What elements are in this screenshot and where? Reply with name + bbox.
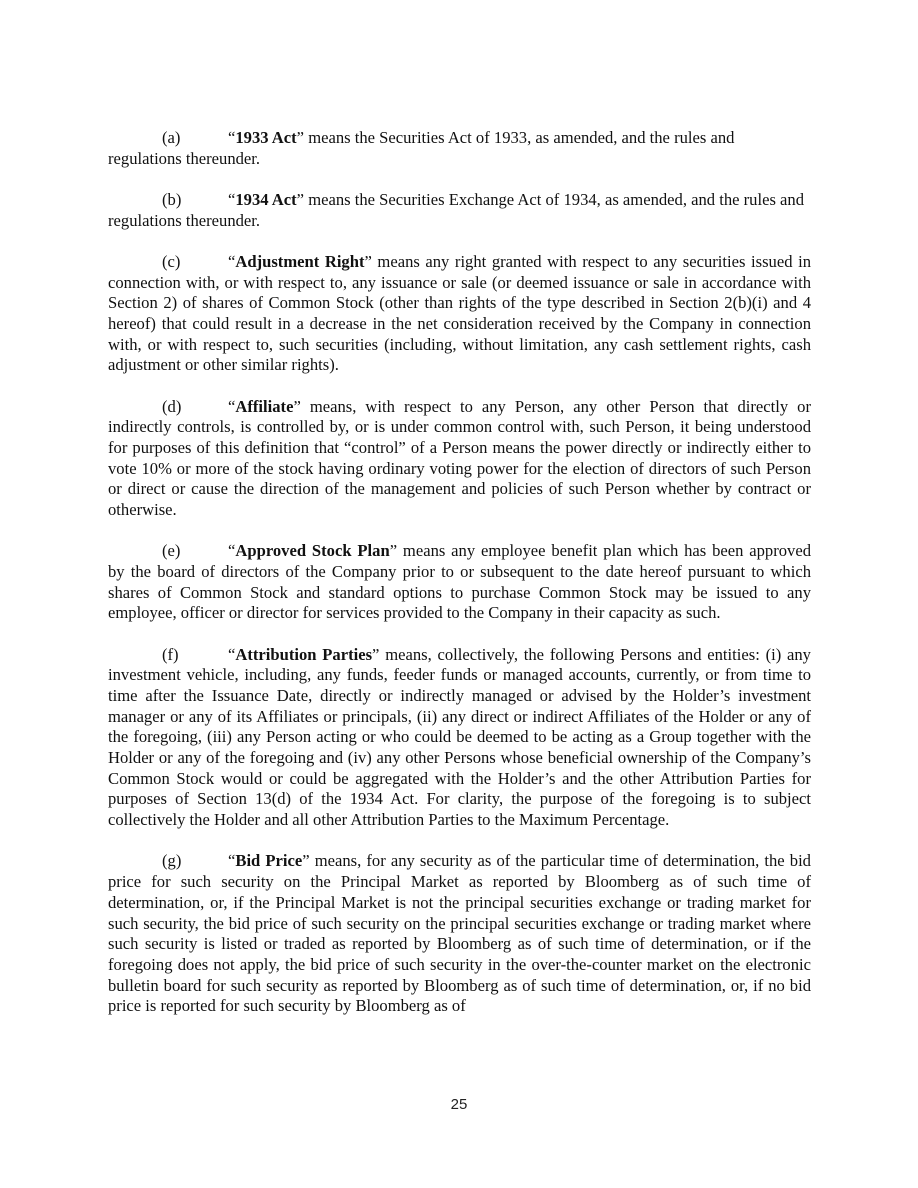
paragraph-label: (f)	[162, 644, 179, 664]
open-quote: “	[228, 396, 236, 416]
definition-text: means the Securities Act of 1933, as amended, and the rules and regulations thereunder.	[108, 128, 735, 168]
definition-paragraph-b	[108, 190, 811, 231]
definition-text: means any employee benefit plan which has been approved by the board of directors of the Company prior to or subsequent to the date hereof pursuant to which shares of Common Stock and standard options to purchase Common Stock may be issued to any employee, officer or director for services provided to the Company in their capacity as such.	[108, 541, 811, 623]
definition-text: means, for any security as of the particular time of determination, the bid price for such security on the Principal Market as reported by Bloomberg as of such time of determination, or, if the Principal Market is not the principal securities exchange or trading market for such security, the bid price of such security on the principal securities exchange or trading market where such security is listed or traded as reported by Bloomberg as of such time of determination, or if the foregoing does not apply, the bid price of such security in the over-the-counter market on the electronic bulletin board for such security as reported by Bloomberg as of such time of determination, or, if no bid price is reported for such security by Bloomberg as of	[108, 851, 811, 1016]
definition-text: means, collectively, the following Persons and entities: (i) any investment vehicle, including, any funds, feeder funds or managed accounts, currently, or from time to time after the Issuance Date, directly or indirectly managed or advised by the Holder’s investment manager or any of its Affiliates or principals, (ii) any direct or indirect Affiliates of the Holder or any of the foregoing, (iii) any Person acting or who could be deemed to be acting as a Group together with the Holder or any of the foregoing and (iv) any other Persons whose beneficial ownership of the Company’s Common Stock would or could be aggregated with the Holder’s and the other Attribution Parties for purposes of Section 13(d) of the 1934 Act. For clarity, the purpose of the foregoing is to subject collectively the Holder and all other Attribution Parties to the Maximum Percentage.	[108, 644, 811, 830]
definition-paragraph-a	[108, 128, 811, 169]
definition-paragraph-f	[108, 645, 811, 831]
open-quote: “	[228, 851, 236, 871]
close-quote: ”	[296, 128, 305, 147]
open-quote: “	[228, 541, 236, 561]
open-quote: “	[228, 251, 236, 271]
defined-term: Approved Stock Plan	[235, 541, 390, 561]
definition-text: means the Securities Exchange Act of 1934, as amended, and the rules and regulations thereunder.	[108, 189, 805, 230]
paragraph-label: (c)	[162, 251, 181, 271]
definition-text: means, with respect to any Person, any other Person that directly or indirectly controls, is controlled by, or is under common control with, such Person, it being understood for purposes of this definition that “control” of a Person means the power directly or indirectly either to vote 10% or more of the stock having ordinary voting power for the election of directors of such Person or direct or cause the direction of the management and policies of such Person whether by contract or otherwise.	[108, 396, 811, 520]
open-quote: “	[228, 128, 236, 147]
paragraph-label: (g)	[162, 851, 182, 871]
defined-term: 1933 Act	[235, 128, 297, 147]
close-quote: ”	[364, 251, 372, 271]
page-number: 25	[450, 1096, 468, 1113]
paragraph-label: (b)	[162, 189, 182, 209]
open-quote: “	[228, 644, 236, 664]
paragraph-label: (d)	[162, 396, 182, 416]
close-quote: ”	[302, 851, 310, 871]
close-quote: ”	[293, 396, 301, 416]
definition-paragraph-d	[108, 397, 811, 521]
paragraph-label: (a)	[162, 128, 181, 147]
defined-term: Adjustment Right	[235, 251, 365, 271]
close-quote: ”	[296, 189, 305, 209]
defined-term: 1934 Act	[235, 189, 297, 209]
close-quote: ”	[372, 644, 380, 664]
definition-paragraph-g	[108, 851, 811, 1017]
open-quote: “	[228, 189, 236, 209]
paragraph-label: (e)	[162, 541, 181, 561]
defined-term: Bid Price	[235, 851, 303, 871]
definition-text: means any right granted with respect to any securities issued in connection with, or with respect to, any issuance or sale (or deemed issuance or sale in accordance with Section 2) of shares of Common Stock (other than rights of the type described in Section 2(b)(i) and 4 hereof) that could result in a decrease in the net consideration received by the Company in connection with, or with respect to, such securities (including, without limitation, any cash settlement rights, cash adjustment or other similar rights).	[108, 251, 811, 375]
document-body	[108, 128, 811, 1038]
defined-term: Attribution Parties	[235, 644, 373, 664]
defined-term: Affiliate	[235, 396, 294, 416]
definition-paragraph-c	[108, 252, 811, 376]
close-quote: ”	[389, 541, 398, 561]
definition-paragraph-e	[108, 541, 811, 624]
